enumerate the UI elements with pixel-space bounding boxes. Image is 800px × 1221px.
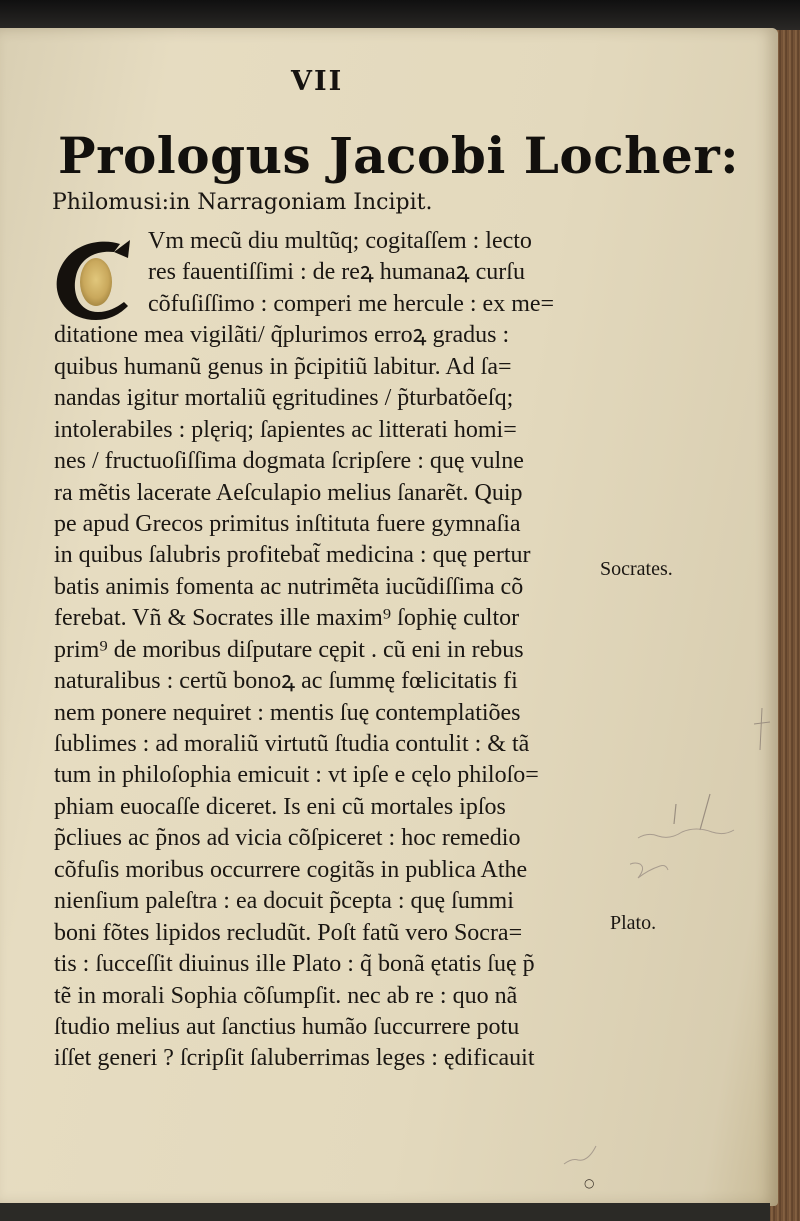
text-line: tum in philoſophia emicuit : vt ipſe e cęlo philoſo= [54,762,539,789]
text-line: tis : ſucceſſit diuinus ille Plato : q̃ bonã ętatis ſuę p̃ [54,951,535,978]
initial-letter: C [50,236,51,237]
text-line: cõfuſis moribus occurrere cogitãs in publica Athe [54,856,528,883]
text-line: batis animis fomenta ac nutrimẽta iucũdiſſima cõ [54,573,524,600]
pencil-annotation [630,790,770,890]
text-line: quibus humanũ genus in p̃cipitiũ labitur. Ad ſa= [54,353,512,380]
text-line: ſublimes : ad moraliũ virtutũ ſtudia contulit : & tã [54,731,530,757]
text-line: res fauentiſſimi : de reꝝ humanaꝝ curſu [148,259,525,286]
text-line: ra mẽtis lacerate Aeſculapio melius ſanarẽt. Quip [54,479,523,506]
pencil-scribble [560,1140,600,1170]
pencil-cross-mark [752,706,772,756]
text-line: ferebat. Vñ & Socrates ille maxim⁹ ſophię cultor [54,605,520,632]
text-line: tẽ in morali Sophia cõſumpſit. nec ab re : quo nã [54,982,518,1009]
text-line: iſſet generi ? ſcripſit ſaluberrimas leges : ędificauit [54,1045,535,1072]
text-line: nienſium paleſtra : ea docuit p̃cepta : quę ſummi [54,888,514,915]
text-line: ditatione mea vigilãti/ q̃plurimos erroꝝ gradus : [54,322,510,349]
folio-number: VII [291,66,344,97]
text-line: prim⁹ de moribus diſputare cępit . cũ eni in rebus [54,636,524,663]
text-line: naturalibus : certũ bonoꝝ ac ſummę fœlicitatis fi [54,668,518,695]
page-title: Prologus Jacobi Locher: [58,126,740,185]
scan-background-bottom [0,1203,770,1221]
text-line: pe apud Grecos primitus inſtituta fuere gymnaſia [54,510,521,537]
text-line: nem ponere nequiret : mentis ſuę contemplatiões [54,699,521,726]
text-line: phiam euocaſſe diceret. Is eni cũ mortales ipſos [54,793,506,820]
text-line: intolerabiles : plęriq; ſapientes ac litterati homi= [54,416,517,443]
margin-note-plato: Plato. [610,912,657,934]
margin-note-socrates: Socrates. [600,558,673,580]
text-line: Vm mecũ diu multũq; cogitaſſem : lecto [148,228,532,254]
page-footer-mark: ○ [584,1176,595,1190]
text-line: cõfuſiſſimo : comperi me hercule : ex me= [148,290,555,317]
page-subtitle: Philomusi:in Narragoniam Incipit. [52,190,433,215]
text-line: p̃cliues ac p̃nos ad vicia cõſpiceret : hoc remedio [54,825,521,852]
text-line: in quibus ſalubris profitebat̃ medicina : quę pertur [54,542,531,569]
body-text [54,226,614,1075]
text-line: nes / fructuoſiſſima dogmata ſcripſere : quę vulne [54,448,524,475]
text-line: ſtudio melius aut ſanctius humão ſuccurrere potu [54,1013,520,1040]
text-line: boni fõtes lipidos recludũt. Poſt fatũ vero Socra= [54,919,523,946]
scan-background-top [0,0,800,30]
text-line: nandas igitur mortaliũ ęgritudines / p̃turbatõeſq; [54,385,514,412]
